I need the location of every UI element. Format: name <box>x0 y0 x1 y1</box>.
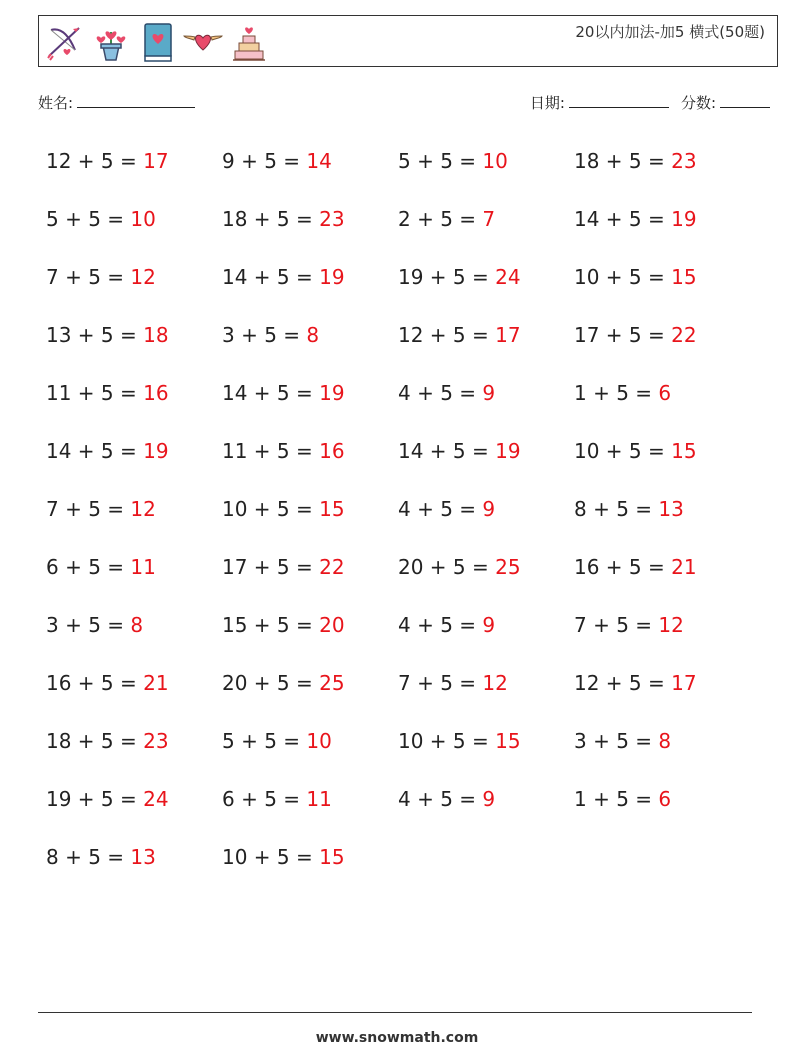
problem-answer: 21 <box>143 671 169 695</box>
problem-question: 1 + 5 = <box>574 787 659 811</box>
problem-item <box>398 486 574 544</box>
problem-question: 4 + 5 = <box>398 787 483 811</box>
problem-question: 17 + 5 = <box>222 555 320 579</box>
problem-item <box>574 718 750 776</box>
problem-item <box>222 312 398 370</box>
problem-question: 2 + 5 = <box>398 207 483 231</box>
problem-question: 19 + 5 = <box>398 265 496 289</box>
problem-item <box>574 370 750 428</box>
problem-question: 7 + 5 = <box>46 265 131 289</box>
problem-item <box>46 428 222 486</box>
problem-item <box>46 312 222 370</box>
problem-item <box>222 834 398 892</box>
problem-answer: 12 <box>130 265 156 289</box>
problem-answer: 8 <box>130 613 144 637</box>
problem-question: 12 + 5 = <box>46 149 144 173</box>
problem-answer: 16 <box>319 439 345 463</box>
problem-question: 4 + 5 = <box>398 613 483 637</box>
problem-item <box>574 196 750 254</box>
problem-question: 7 + 5 = <box>398 671 483 695</box>
problem-answer: 24 <box>143 787 169 811</box>
problem-answer: 19 <box>671 207 697 231</box>
problem-answer: 8 <box>658 729 672 753</box>
problem-question: 11 + 5 = <box>222 439 320 463</box>
problem-answer: 19 <box>495 439 521 463</box>
problem-question: 10 + 5 = <box>398 729 496 753</box>
problem-answer: 15 <box>671 439 697 463</box>
name-field <box>38 92 195 113</box>
problem-item <box>222 196 398 254</box>
problem-question: 20 + 5 = <box>398 555 496 579</box>
problem-question: 10 + 5 = <box>574 439 672 463</box>
problem-question: 10 + 5 = <box>222 497 320 521</box>
problem-question: 5 + 5 = <box>222 729 307 753</box>
problem-answer: 19 <box>319 381 345 405</box>
score-blank[interactable] <box>720 93 770 108</box>
problem-answer: 15 <box>671 265 697 289</box>
footer-divider <box>38 1012 752 1013</box>
problem-answer: 9 <box>482 787 496 811</box>
problem-item <box>46 138 222 196</box>
problem-item <box>222 718 398 776</box>
name-blank[interactable] <box>77 93 195 108</box>
problem-answer: 11 <box>306 787 332 811</box>
problem-question: 3 + 5 = <box>574 729 659 753</box>
problem-question: 5 + 5 = <box>46 207 131 231</box>
problem-answer: 9 <box>482 613 496 637</box>
footer-url: www.snowmath.com <box>315 1030 479 1046</box>
problem-item <box>574 544 750 602</box>
problem-item <box>398 718 574 776</box>
problem-answer: 10 <box>306 729 332 753</box>
problem-answer: 22 <box>671 323 697 347</box>
problem-item <box>46 486 222 544</box>
problem-question: 17 + 5 = <box>574 323 672 347</box>
problem-item <box>398 660 574 718</box>
problem-item <box>398 602 574 660</box>
heart-cake-icon <box>229 20 269 64</box>
problem-question: 14 + 5 = <box>46 439 144 463</box>
problem-item <box>574 428 750 486</box>
problem-answer: 9 <box>482 497 496 521</box>
problem-answer: 22 <box>319 555 345 579</box>
problem-answer: 23 <box>143 729 169 753</box>
problem-answer: 10 <box>482 149 508 173</box>
problem-question: 18 + 5 = <box>574 149 672 173</box>
problem-question: 4 + 5 = <box>398 497 483 521</box>
problem-item <box>574 602 750 660</box>
problem-answer: 12 <box>482 671 508 695</box>
problem-answer: 12 <box>658 613 684 637</box>
problem-question: 9 + 5 = <box>222 149 307 173</box>
problem-item <box>222 428 398 486</box>
problem-item <box>46 544 222 602</box>
problem-question: 4 + 5 = <box>398 381 483 405</box>
problem-answer: 7 <box>482 207 496 231</box>
problem-answer: 15 <box>319 497 345 521</box>
problem-answer: 25 <box>495 555 521 579</box>
problem-question: 8 + 5 = <box>574 497 659 521</box>
problem-answer: 17 <box>143 149 169 173</box>
problem-question: 6 + 5 = <box>222 787 307 811</box>
problem-question: 5 + 5 = <box>398 149 483 173</box>
problem-answer: 21 <box>671 555 697 579</box>
date-label: 日期: <box>529 94 565 112</box>
problem-item <box>222 486 398 544</box>
problem-question: 13 + 5 = <box>46 323 144 347</box>
problem-item <box>222 776 398 834</box>
problem-question: 16 + 5 = <box>574 555 672 579</box>
problem-question: 10 + 5 = <box>222 845 320 869</box>
problem-item <box>574 312 750 370</box>
problem-question: 20 + 5 = <box>222 671 320 695</box>
problem-item <box>574 776 750 834</box>
problem-answer: 9 <box>482 381 496 405</box>
problem-answer: 13 <box>130 845 156 869</box>
problem-question: 6 + 5 = <box>46 555 131 579</box>
problem-answer: 23 <box>319 207 345 231</box>
problem-question: 7 + 5 = <box>574 613 659 637</box>
problem-question: 7 + 5 = <box>46 497 131 521</box>
winged-heart-icon <box>183 20 223 64</box>
problem-answer: 6 <box>658 787 672 811</box>
problem-item <box>398 196 574 254</box>
problem-answer: 23 <box>671 149 697 173</box>
problem-answer: 19 <box>319 265 345 289</box>
name-label: 姓名: <box>38 94 74 112</box>
bow-and-arrow-icon <box>45 20 85 64</box>
problem-answer: 25 <box>319 671 345 695</box>
problem-item <box>46 834 222 892</box>
problem-question: 10 + 5 = <box>574 265 672 289</box>
problem-question: 19 + 5 = <box>46 787 144 811</box>
problem-item <box>222 602 398 660</box>
problem-item <box>574 254 750 312</box>
problem-answer: 10 <box>130 207 156 231</box>
problem-grid <box>46 138 766 892</box>
problem-answer: 6 <box>658 381 672 405</box>
problem-question: 3 + 5 = <box>222 323 307 347</box>
problem-question: 14 + 5 = <box>398 439 496 463</box>
problem-answer: 24 <box>495 265 521 289</box>
problem-answer: 8 <box>306 323 320 347</box>
problem-item <box>46 196 222 254</box>
problem-answer: 13 <box>658 497 684 521</box>
problem-answer: 14 <box>306 149 332 173</box>
problem-question: 14 + 5 = <box>222 265 320 289</box>
problem-question: 14 + 5 = <box>222 381 320 405</box>
problem-answer: 18 <box>143 323 169 347</box>
problem-question: 14 + 5 = <box>574 207 672 231</box>
problem-item <box>398 370 574 428</box>
problem-question: 15 + 5 = <box>222 613 320 637</box>
problem-answer: 12 <box>130 497 156 521</box>
problem-item <box>222 138 398 196</box>
problem-item <box>222 544 398 602</box>
problem-question: 12 + 5 = <box>398 323 496 347</box>
date-blank[interactable] <box>569 93 669 108</box>
problem-answer: 15 <box>495 729 521 753</box>
problem-question: 3 + 5 = <box>46 613 131 637</box>
problem-item <box>222 370 398 428</box>
problem-item <box>46 602 222 660</box>
problem-item <box>222 254 398 312</box>
problem-item <box>574 660 750 718</box>
problem-item <box>398 428 574 486</box>
problem-question: 18 + 5 = <box>222 207 320 231</box>
header-box <box>38 15 778 67</box>
date-score-fields <box>530 92 770 113</box>
problem-question: 1 + 5 = <box>574 381 659 405</box>
problem-item <box>46 370 222 428</box>
problem-question: 18 + 5 = <box>46 729 144 753</box>
problem-answer: 19 <box>143 439 169 463</box>
problem-answer: 11 <box>130 555 156 579</box>
problem-item <box>398 544 574 602</box>
problem-question: 16 + 5 = <box>46 671 144 695</box>
problem-item <box>46 718 222 776</box>
heart-book-icon <box>137 20 177 64</box>
problem-item <box>398 138 574 196</box>
icon-strip <box>45 20 269 64</box>
problem-answer: 17 <box>495 323 521 347</box>
problem-item <box>46 776 222 834</box>
problem-question: 8 + 5 = <box>46 845 131 869</box>
problem-answer: 20 <box>319 613 345 637</box>
problem-item <box>398 776 574 834</box>
heart-flower-pot-icon <box>91 20 131 64</box>
problem-answer: 15 <box>319 845 345 869</box>
worksheet-title: 20以内加法-加5 横式(50题) <box>575 23 765 41</box>
problem-question: 12 + 5 = <box>574 671 672 695</box>
problem-item <box>46 254 222 312</box>
problem-item <box>574 138 750 196</box>
problem-answer: 17 <box>671 671 697 695</box>
problem-item <box>398 312 574 370</box>
problem-item <box>222 660 398 718</box>
score-label: 分数: <box>680 94 716 112</box>
problem-item <box>46 660 222 718</box>
problem-answer: 16 <box>143 381 169 405</box>
problem-item <box>398 254 574 312</box>
problem-question: 11 + 5 = <box>46 381 144 405</box>
problem-item <box>574 486 750 544</box>
